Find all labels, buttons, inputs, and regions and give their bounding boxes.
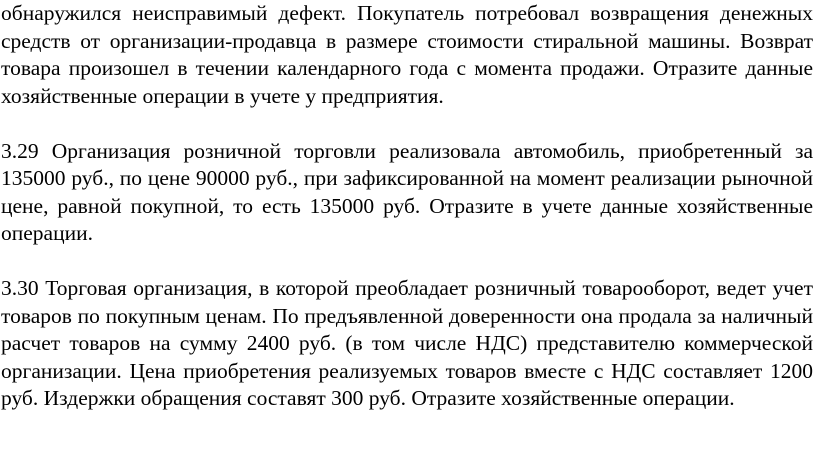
paragraph-spacer <box>1 248 813 276</box>
paragraph-spacer <box>1 110 813 138</box>
paragraph-task-3-29: 3.29 Организация розничной торговли реализовала автомобиль, приобретенный за 135000 руб., по цене 90000 руб., при зафиксированной на момент реализации рыночной цене, равной покупной, то есть 135000 руб. Отразите в учете данные хозяйственные операции. <box>1 138 813 245</box>
paragraph-defect-return: обнаружился неисправимый дефект. Покупатель потребовал возвращения денежных средств от организации-продавца в размере стоимости стиральной машины. Возврат товара произошел в течении календарного года с момента продажи. Отразите данные хозяйственные операции в учете у предприятия. <box>1 1 813 108</box>
paragraph-task-3-30: 3.30 Торговая организация, в которой преобладает розничный товарооборот, ведет учет товаров по покупным ценам. По предъявленной доверенности она продала за наличный расчет товаров на сумму 2400 руб. (в том числе НДС) представителю коммерческой организации. Цена приобретения реализуемых товаров вместе с НДС составляет 1200 руб. Издержки обращения составят 300 руб. Отразите хозяйственные операции. <box>1 276 813 410</box>
